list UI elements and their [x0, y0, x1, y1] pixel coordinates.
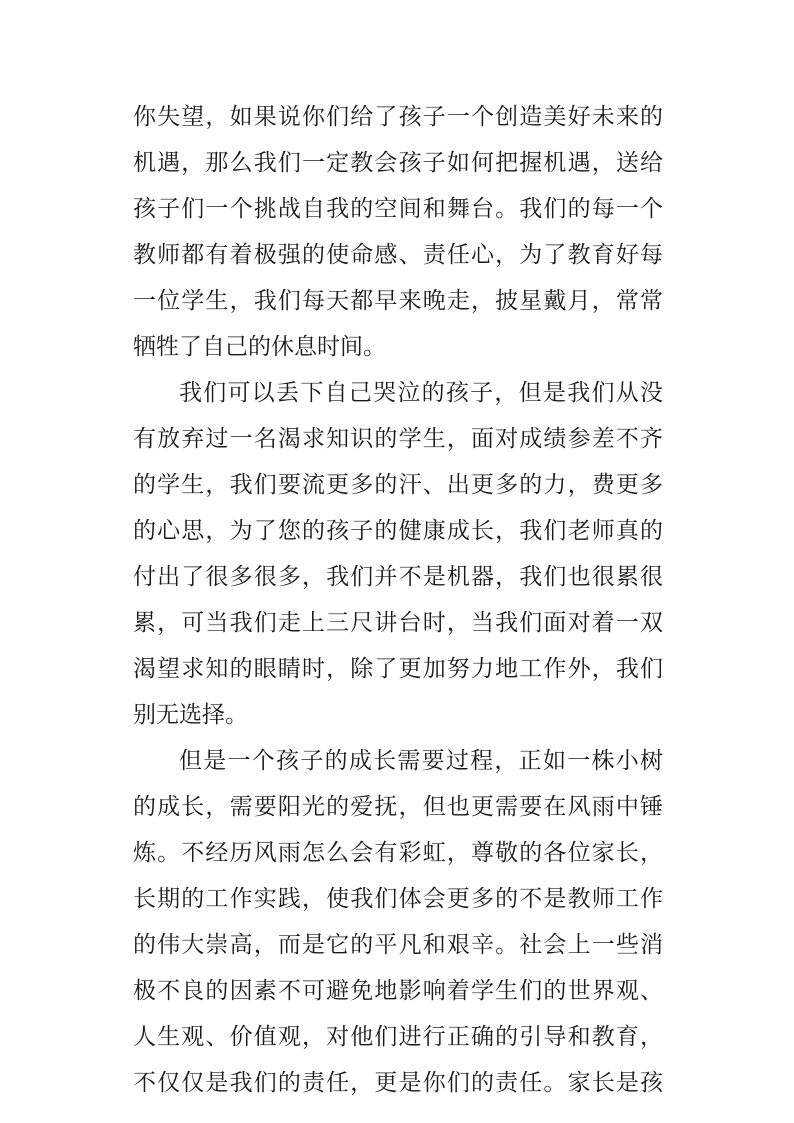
text-line: 累，可当我们走上三尺讲台时，当我们面对着一双 — [133, 610, 663, 636]
text-line: 一位学生，我们每天都早来晚走，披星戴月，常常 — [133, 288, 663, 314]
text-line: 长期的工作实践，使我们体会更多的不是教师工作 — [133, 886, 663, 912]
text-line: 有放弃过一名渴求知识的学生，面对成绩参差不齐 — [133, 426, 663, 452]
text-line: 教师都有着极强的使命感、责任心，为了教育好每 — [133, 242, 663, 268]
text-line: 不仅仅是我们的责任，更是你们的责任。家长是孩 — [133, 1070, 663, 1096]
text-line: 人生观、价值观，对他们进行正确的引导和教育， — [133, 1024, 663, 1050]
text-line: 的心思，为了您的孩子的健康成长，我们老师真的 — [133, 518, 663, 544]
text-line: 但是一个孩子的成长需要过程，正如一株小树 — [179, 748, 663, 774]
text-line: 的伟大崇高，而是它的平凡和艰辛。社会上一些消 — [133, 932, 663, 958]
text-line: 极不良的因素不可避免地影响着学生们的世界观、 — [133, 978, 663, 1004]
text-line: 渴望求知的眼睛时，除了更加努力地工作外，我们 — [133, 656, 663, 682]
text-line: 别无选择。 — [133, 702, 248, 728]
text-line: 机遇，那么我们一定教会孩子如何把握机遇，送给 — [133, 150, 663, 176]
text-line: 炼。不经历风雨怎么会有彩虹，尊敬的各位家长， — [133, 840, 663, 866]
text-line: 付出了很多很多，我们并不是机器，我们也很累很 — [133, 564, 663, 590]
text-line: 孩子们一个挑战自我的空间和舞台。我们的每一个 — [133, 196, 663, 222]
paragraph-2 — [133, 370, 663, 738]
text-line: 你失望，如果说你们给了孩子一个创造美好未来的 — [133, 104, 663, 130]
paragraph-1 — [133, 94, 663, 370]
text-line: 的学生，我们要流更多的汗、出更多的力，费更多 — [133, 472, 663, 498]
text-line: 牺牲了自己的休息时间。 — [133, 334, 386, 360]
body-text — [133, 94, 663, 1106]
text-line: 我们可以丢下自己哭泣的孩子，但是我们从没 — [179, 380, 663, 406]
text-line: 的成长，需要阳光的爱抚，但也更需要在风雨中锤 — [133, 794, 663, 820]
paragraph-3 — [133, 738, 663, 1106]
